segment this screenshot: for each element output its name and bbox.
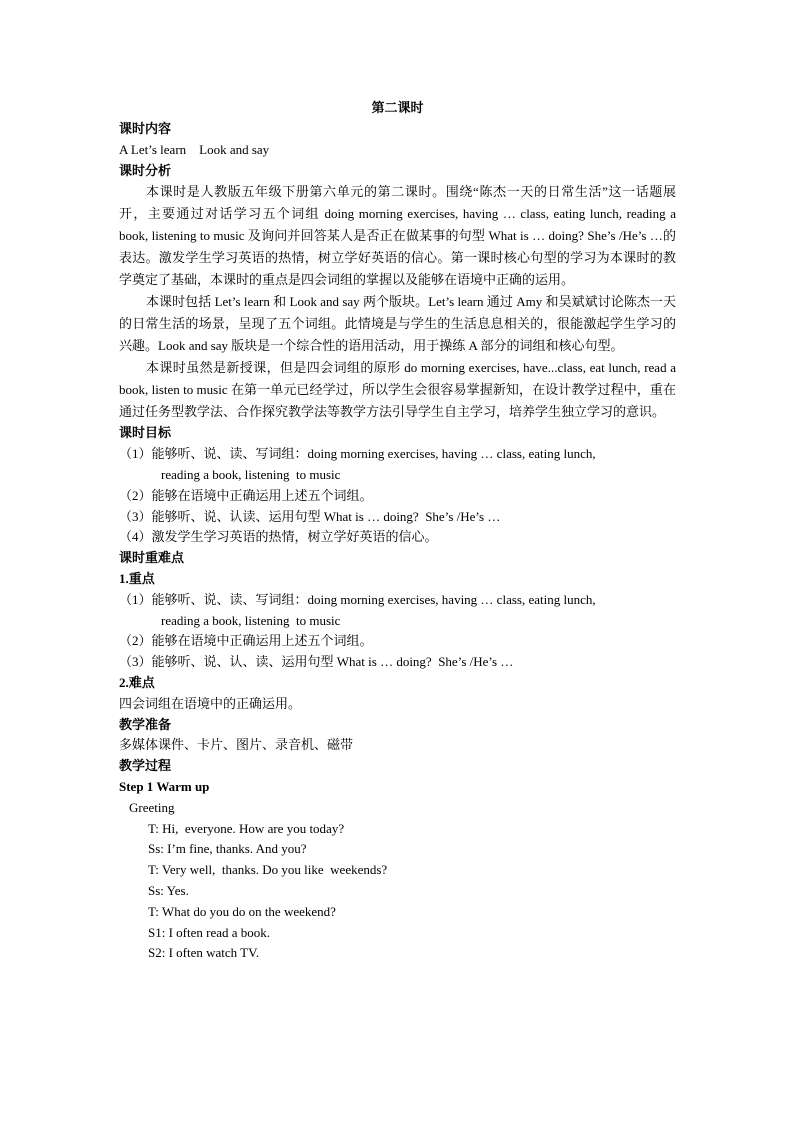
step1-heading: Step 1 Warm up xyxy=(119,778,210,794)
content-text: A Let’s learn Look and say xyxy=(119,141,270,157)
key-item: （1）能够听、说、读、写词组：doing morning exercises, having … class, eating lunch, xyxy=(119,591,596,607)
difficulty-text: 四会词组在语境中的正确运用。 xyxy=(119,695,302,711)
goal-item: （2）能够在语境中正确运用上述五个词组。 xyxy=(119,487,373,503)
key-item-continued: reading a book, listening to music xyxy=(161,612,341,628)
keypoints-heading: 课时重难点 xyxy=(119,550,185,566)
preparation-text: 多媒体课件、卡片、图片、录音机、磁带 xyxy=(119,737,354,753)
page-title: 第二课时 xyxy=(371,100,424,115)
key-item: （2）能够在语境中正确运用上述五个词组。 xyxy=(119,633,373,649)
document-page xyxy=(119,97,676,964)
dialogue-line: T: Hi, everyone. How are you today? xyxy=(148,820,345,836)
goal-item: （4）激发学生学习英语的热情，树立学好英语的信心。 xyxy=(119,529,438,545)
preparation-heading: 教学准备 xyxy=(119,716,172,732)
content-heading: 课时内容 xyxy=(119,121,172,136)
dialogue-line: S1: I often read a book. xyxy=(148,924,271,940)
dialogue-line: S2: I often watch TV. xyxy=(148,945,260,961)
difficulty-subheading: 2.难点 xyxy=(119,674,155,690)
goal-item-continued: reading a book, listening to music xyxy=(161,466,341,482)
analysis-paragraph-2: 本课时包括 Let’s learn 和 Look and say 两个版块。Let’s learn 通过 Amy 和吴斌斌讨论陈杰一天的日常生活的场景，呈现了五个词组。此情境是与学生的生活息息相关的，很能激起学生学习的兴趣。Look and say 版块是一个综合性的语用活动，用于操练 A 部分的词组和核心句型。 xyxy=(119,294,676,354)
dialogue-line: Ss: Yes. xyxy=(148,882,189,898)
goal-item: （1）能够听、说、读、写词组：doing morning exercises, having … class, eating lunch, xyxy=(119,446,596,462)
greeting-label: Greeting xyxy=(129,799,175,815)
goals-heading: 课时目标 xyxy=(119,425,172,441)
dialogue-line: T: Very well, thanks. Do you like weekends? xyxy=(148,862,388,878)
process-heading: 教学过程 xyxy=(119,758,172,774)
dialogue-line: Ss: I’m fine, thanks. And you? xyxy=(148,841,307,857)
analysis-heading: 课时分析 xyxy=(119,162,172,178)
key-item: （3）能够听、说、认、读、运用句型 What is … doing? She’s /He’s … xyxy=(119,654,514,670)
key-subheading: 1.重点 xyxy=(119,570,155,586)
analysis-paragraph-1: 本课时是人教版五年级下册第六单元的第二课时。围绕“陈杰一天的日常生活”这一话题展开，主要通过对话学习五个词组 doing morning exercises, having … class, eating lunch, reading a book, listening to music 及询问并回答某人是否正在做某事的句型 What is … doing? She’s /He’s …的表达。激发学生学习英语的热情，树立学好英语的信心。第一课时核心句型的学习为本课时的教学奠定了基础，本课时的重点是四会词组的掌握以及能够在语境中正确的运用。 xyxy=(119,184,676,288)
goal-item: （3）能够听、说、认读、运用句型 What is … doing? She’s /He’s … xyxy=(119,508,501,524)
analysis-paragraph-3: 本课时虽然是新授课，但是四会词组的原形 do morning exercises, have...class, eat lunch, read a book, listen to music 在第一单元已经学过，所以学生会很容易掌握新知，在设计教学过程中，重在通过任务型教学法、合作探究教学法等教学方法引导学生自主学习，培养学生独立学习的意识。 xyxy=(119,360,676,420)
dialogue-line: T: What do you do on the weekend? xyxy=(148,903,336,919)
